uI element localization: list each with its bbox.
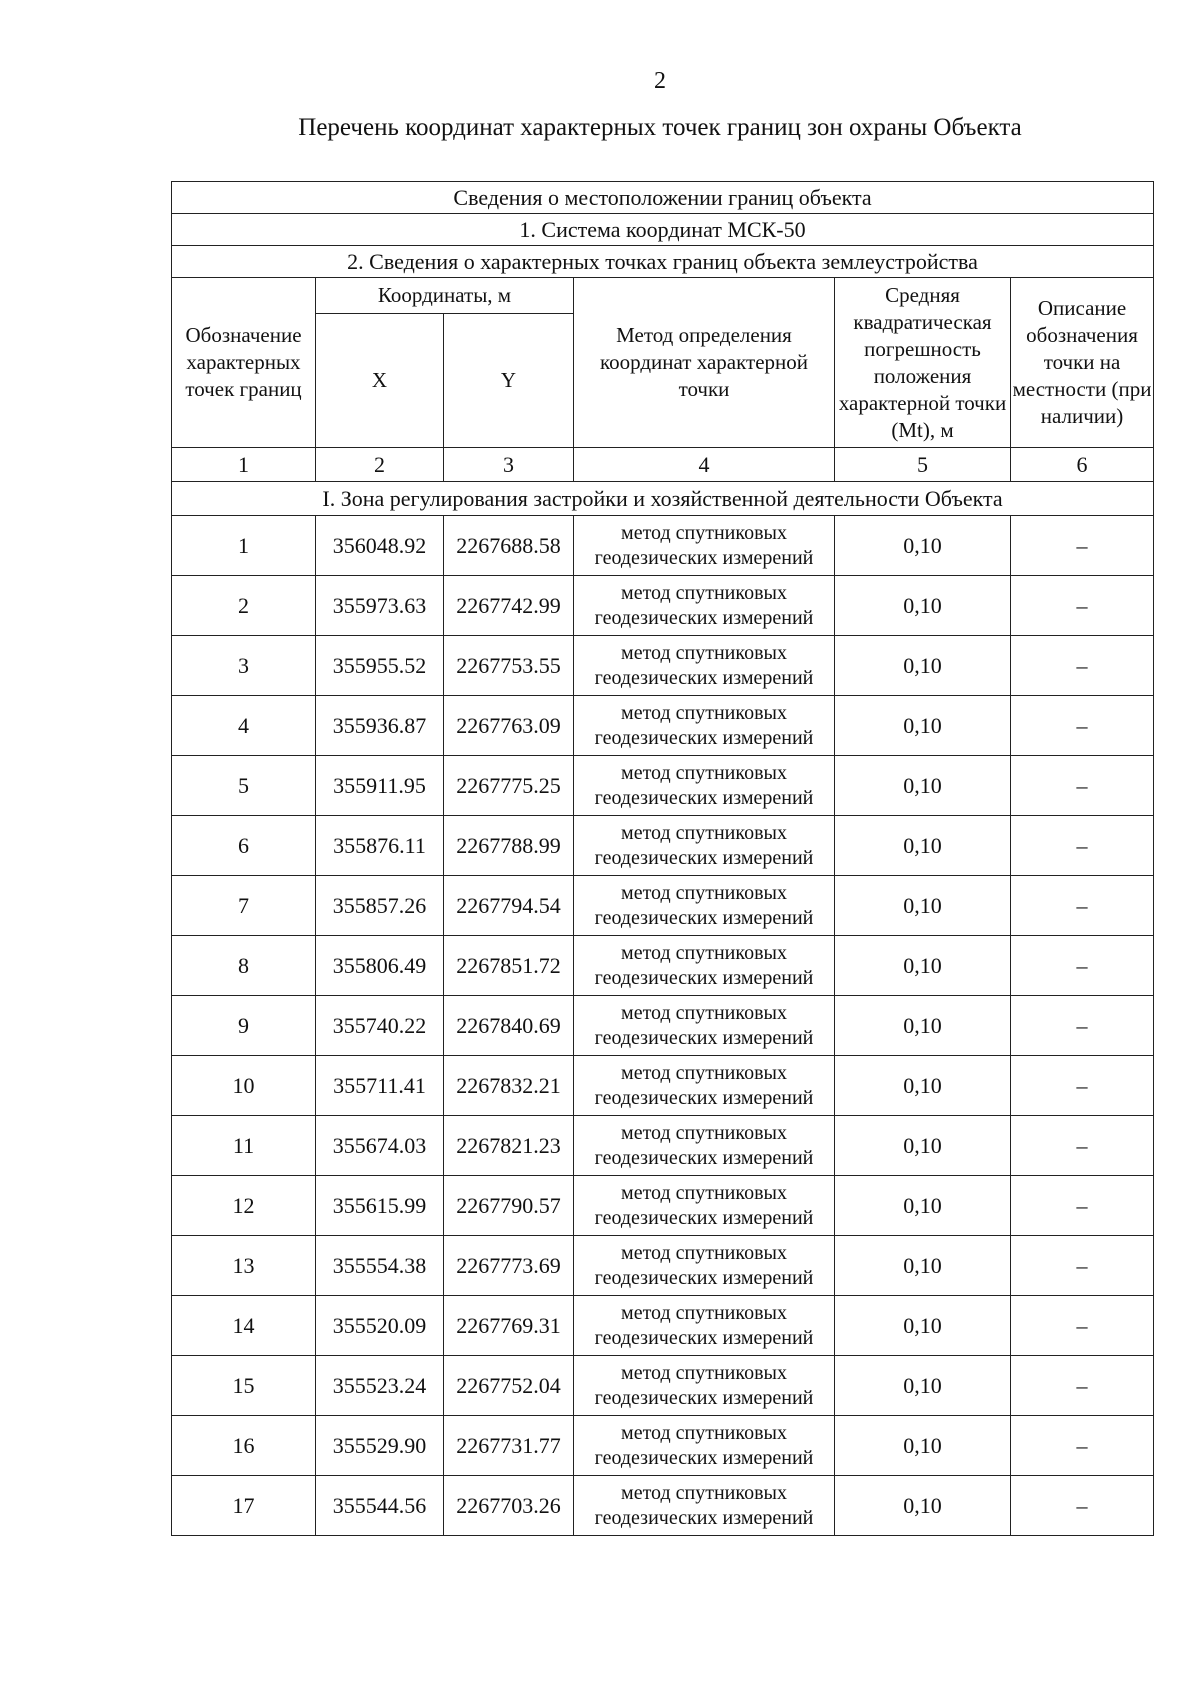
header-point-designation: Обозначение характерных точек границ	[172, 278, 316, 448]
cell-method: метод спутниковых геодезических измерений	[574, 1416, 835, 1476]
cell-y: 2267832.21	[444, 1056, 574, 1116]
cell-point: 15	[172, 1356, 316, 1416]
cell-point: 8	[172, 936, 316, 996]
cell-description: –	[1011, 936, 1154, 996]
cell-method: метод спутниковых геодезических измерений	[574, 1296, 835, 1356]
cell-x: 355520.09	[316, 1296, 444, 1356]
header-method: Метод определения координат характерной точки	[574, 278, 835, 448]
cell-point: 5	[172, 756, 316, 816]
cell-description: –	[1011, 756, 1154, 816]
table-row	[172, 816, 1154, 876]
cell-point: 13	[172, 1236, 316, 1296]
cell-x: 355911.95	[316, 756, 444, 816]
cell-description: –	[1011, 1356, 1154, 1416]
cell-x: 355674.03	[316, 1116, 444, 1176]
cell-point: 4	[172, 696, 316, 756]
cell-x: 356048.92	[316, 516, 444, 576]
cell-point: 6	[172, 816, 316, 876]
cell-method: метод спутниковых геодезических измерений	[574, 1476, 835, 1536]
cell-y: 2267753.55	[444, 636, 574, 696]
cell-y: 2267821.23	[444, 1116, 574, 1176]
cell-description: –	[1011, 1236, 1154, 1296]
cell-y: 2267731.77	[444, 1416, 574, 1476]
cell-point: 3	[172, 636, 316, 696]
table-row	[172, 1116, 1154, 1176]
cell-y: 2267769.31	[444, 1296, 574, 1356]
cell-error: 0,10	[835, 1116, 1011, 1176]
cell-method: метод спутниковых геодезических измерений	[574, 576, 835, 636]
column-number: 5	[835, 448, 1011, 482]
cell-error: 0,10	[835, 756, 1011, 816]
cell-method: метод спутниковых геодезических измерений	[574, 1176, 835, 1236]
cell-method: метод спутниковых геодезических измерений	[574, 996, 835, 1056]
cell-x: 355711.41	[316, 1056, 444, 1116]
cell-x: 355936.87	[316, 696, 444, 756]
cell-method: метод спутниковых геодезических измерений	[574, 936, 835, 996]
cell-y: 2267752.04	[444, 1356, 574, 1416]
cell-description: –	[1011, 576, 1154, 636]
table-row	[172, 1176, 1154, 1236]
cell-error: 0,10	[835, 1296, 1011, 1356]
cell-y: 2267775.25	[444, 756, 574, 816]
cell-error: 0,10	[835, 576, 1011, 636]
cell-method: метод спутниковых геодезических измерений	[574, 1236, 835, 1296]
cell-description: –	[1011, 816, 1154, 876]
table-row	[172, 1416, 1154, 1476]
header-x: X	[316, 314, 444, 448]
cell-method: метод спутниковых геодезических измерений	[574, 1356, 835, 1416]
header-coordinates: Координаты, м	[316, 278, 574, 314]
cell-point: 11	[172, 1116, 316, 1176]
cell-point: 10	[172, 1056, 316, 1116]
cell-error: 0,10	[835, 1056, 1011, 1116]
cell-y: 2267851.72	[444, 936, 574, 996]
table-row	[172, 576, 1154, 636]
table-row	[172, 1476, 1154, 1536]
cell-error: 0,10	[835, 1356, 1011, 1416]
cell-description: –	[1011, 1416, 1154, 1476]
cell-method: метод спутниковых геодезических измерений	[574, 816, 835, 876]
cell-x: 355529.90	[316, 1416, 444, 1476]
cell-point: 9	[172, 996, 316, 1056]
column-number: 4	[574, 448, 835, 482]
cell-point: 7	[172, 876, 316, 936]
header-description: Описание обозначения точки на местности (при наличии)	[1011, 278, 1154, 448]
header-error: Средняя квадратическая погрешность положения характерной точки (Mt), м	[835, 278, 1011, 448]
cell-description: –	[1011, 696, 1154, 756]
cell-x: 355973.63	[316, 576, 444, 636]
document-title: Перечень координат характерных точек границ зон охраны Объекта	[298, 114, 1022, 141]
cell-method: метод спутниковых геодезических измерений	[574, 1116, 835, 1176]
cell-point: 14	[172, 1296, 316, 1356]
cell-y: 2267790.57	[444, 1176, 574, 1236]
cell-y: 2267840.69	[444, 996, 574, 1056]
cell-x: 355544.56	[316, 1476, 444, 1536]
cell-error: 0,10	[835, 636, 1011, 696]
cell-method: метод спутниковых геодезических измерений	[574, 756, 835, 816]
table-row	[172, 756, 1154, 816]
cell-x: 355857.26	[316, 876, 444, 936]
cell-y: 2267788.99	[444, 816, 574, 876]
table-row	[172, 1056, 1154, 1116]
table-row	[172, 876, 1154, 936]
cell-error: 0,10	[835, 1176, 1011, 1236]
cell-error: 0,10	[835, 936, 1011, 996]
table-row	[172, 516, 1154, 576]
cell-method: метод спутниковых геодезических измерений	[574, 636, 835, 696]
cell-y: 2267688.58	[444, 516, 574, 576]
cell-y: 2267794.54	[444, 876, 574, 936]
cell-description: –	[1011, 1116, 1154, 1176]
column-number: 6	[1011, 448, 1154, 482]
cell-point: 17	[172, 1476, 316, 1536]
cell-point: 16	[172, 1416, 316, 1476]
cell-method: метод спутниковых геодезических измерений	[574, 516, 835, 576]
cell-method: метод спутниковых геодезических измерений	[574, 696, 835, 756]
cell-x: 355523.24	[316, 1356, 444, 1416]
banner-coordinate-system: 1. Система координат МСК-50	[172, 214, 1154, 246]
cell-point: 12	[172, 1176, 316, 1236]
cell-x: 355955.52	[316, 636, 444, 696]
header-y: Y	[444, 314, 574, 448]
cell-error: 0,10	[835, 1236, 1011, 1296]
cell-x: 355876.11	[316, 816, 444, 876]
cell-y: 2267773.69	[444, 1236, 574, 1296]
banner-location-info: Сведения о местоположении границ объекта	[172, 182, 1154, 214]
cell-description: –	[1011, 516, 1154, 576]
cell-x: 355554.38	[316, 1236, 444, 1296]
cell-x: 355806.49	[316, 936, 444, 996]
column-number: 1	[172, 448, 316, 482]
table-row	[172, 996, 1154, 1056]
cell-description: –	[1011, 1296, 1154, 1356]
cell-method: метод спутниковых геодезических измерений	[574, 1056, 835, 1116]
coordinates-table	[171, 181, 1154, 1536]
cell-error: 0,10	[835, 816, 1011, 876]
column-number: 3	[444, 448, 574, 482]
cell-error: 0,10	[835, 1476, 1011, 1536]
cell-point: 2	[172, 576, 316, 636]
table-row	[172, 636, 1154, 696]
cell-error: 0,10	[835, 876, 1011, 936]
page-number: 2	[654, 68, 666, 94]
column-number: 2	[316, 448, 444, 482]
section-title: I. Зона регулирования застройки и хозяйственной деятельности Объекта	[172, 482, 1154, 516]
cell-description: –	[1011, 996, 1154, 1056]
table-row	[172, 1356, 1154, 1416]
cell-method: метод спутниковых геодезических измерений	[574, 876, 835, 936]
table-row	[172, 1296, 1154, 1356]
cell-description: –	[1011, 1476, 1154, 1536]
cell-error: 0,10	[835, 516, 1011, 576]
cell-description: –	[1011, 1056, 1154, 1116]
banner-points-info: 2. Сведения о характерных точках границ объекта землеустройства	[172, 246, 1154, 278]
table-row	[172, 936, 1154, 996]
table-row	[172, 696, 1154, 756]
cell-y: 2267763.09	[444, 696, 574, 756]
cell-description: –	[1011, 1176, 1154, 1236]
cell-description: –	[1011, 636, 1154, 696]
cell-error: 0,10	[835, 1416, 1011, 1476]
cell-y: 2267742.99	[444, 576, 574, 636]
cell-point: 1	[172, 516, 316, 576]
cell-y: 2267703.26	[444, 1476, 574, 1536]
table-row	[172, 1236, 1154, 1296]
cell-error: 0,10	[835, 696, 1011, 756]
cell-error: 0,10	[835, 996, 1011, 1056]
cell-description: –	[1011, 876, 1154, 936]
cell-x: 355615.99	[316, 1176, 444, 1236]
cell-x: 355740.22	[316, 996, 444, 1056]
